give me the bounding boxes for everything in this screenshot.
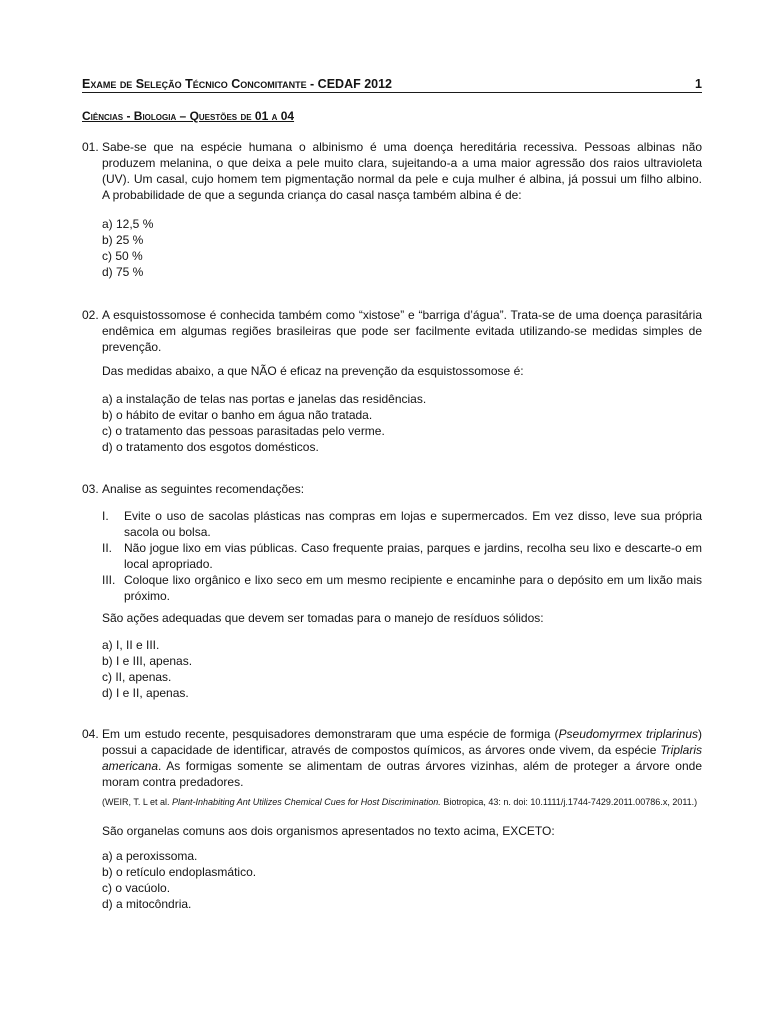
option-c: c) o vacúolo. (102, 881, 171, 895)
option-b: b) 25 % (102, 233, 144, 247)
question-text: A esquistossomose é conhecida também como “xistose” e “barriga d’água”. Trata-se de uma doença parasitária endêmica em algumas regiões brasileiras que pode ser facilmente evitada utilizando-se medidas simples de prevenção. (102, 308, 702, 354)
option-a: a) a instalação de telas nas portas e janelas das residências. (102, 392, 427, 406)
question-04 (82, 726, 702, 790)
item-numeral: III. (102, 573, 116, 587)
option-c: c) II, apenas. (102, 670, 172, 684)
option-a: a) 12,5 % (102, 217, 154, 231)
species-name-tree: Triplaris americana (102, 743, 702, 773)
text-fragment: Em um estudo recente, pesquisadores demonstraram que uma espécie de formiga ( (102, 727, 559, 741)
question-02-options (102, 391, 426, 455)
question-04-prompt: São organelas comuns aos dois organismos apresentados no texto acima, EXCETO: (102, 824, 555, 838)
question-text (102, 726, 702, 790)
question-number: 03. (82, 482, 99, 496)
question-01 (82, 139, 702, 203)
citation-source: Biotropica, 43: n. doi: 10.1111/j.1744-7429.2011.00786.x, 2011.) (440, 797, 698, 807)
item-text: Evite o uso de sacolas plásticas nas compras em lojas e supermercados. Em vez disso, leve sua própria sacola ou bolsa. (124, 509, 702, 539)
question-04-options (102, 848, 256, 912)
question-03-options (102, 637, 192, 701)
option-b: b) I e III, apenas. (102, 654, 193, 668)
text-fragment: ) possui a capacidade de identificar, através de compostos químicos, as árvores onde vivem, da espécie (102, 727, 702, 757)
species-name-ant: Pseudomyrmex triplarinus (558, 727, 698, 741)
item-numeral: II. (102, 541, 113, 555)
question-number: 04. (82, 727, 99, 741)
question-01-options (102, 216, 153, 280)
option-a: a) I, II e III. (102, 638, 160, 652)
question-number: 01. (82, 140, 99, 154)
list-item (102, 540, 702, 572)
option-d: d) o tratamento dos esgotos domésticos. (102, 440, 319, 454)
recommendations-list (102, 508, 702, 604)
question-number: 02. (82, 308, 99, 322)
option-b: b) o retículo endoplasmático. (102, 865, 257, 879)
item-text: Não jogue lixo em vias públicas. Caso frequente praias, parques e jardins, recolha seu lixo e descarte-o em local apropriado. (124, 541, 702, 571)
question-03 (82, 481, 702, 497)
page-number: 1 (695, 77, 702, 91)
option-d: d) a mitocôndria. (102, 897, 192, 911)
option-b: b) o hábito de evitar o banho em água não tratada. (102, 408, 373, 422)
question-02 (82, 307, 702, 355)
option-d: d) 75 % (102, 265, 144, 279)
option-a: a) a peroxissoma. (102, 849, 198, 863)
question-text: Analise as seguintes recomendações: (102, 482, 305, 496)
list-item (102, 508, 702, 540)
list-item (102, 572, 702, 604)
question-02-prompt: Das medidas abaixo, a que NÃO é eficaz na prevenção da esquistossomose é: (102, 364, 524, 378)
text-fragment: . As formigas somente se alimentam de outras árvores vizinhas, além de proteger a árvore onde moram contra predadores. (102, 759, 702, 789)
section-title: Ciências - Biologia – Questões de 01 a 04 (82, 109, 295, 123)
option-c: c) 50 % (102, 249, 143, 263)
page-header (82, 76, 702, 93)
option-d: d) I e II, apenas. (102, 686, 189, 700)
exam-title: Exame de Seleção Técnico Concomitante - CEDAF 2012 (82, 77, 393, 91)
item-numeral: I. (102, 509, 109, 523)
item-text: Coloque lixo orgânico e lixo seco em um mesmo recipiente e encaminhe para o depósito em um lixão mais próximo. (124, 573, 702, 603)
question-text: Sabe-se que na espécie humana o albinismo é uma doença hereditária recessiva. Pessoas albinas não produzem melanina, o que deixa a pele muito clara, sujeitando-a a uma maior agressão dos raios ultravioleta (UV). Um casal, cujo homem tem pigmentação normal da pele e cuja mulher é albina, já possui um filho albino. A probabilidade de que a segunda criança do casal nasça também albina é de: (102, 140, 702, 202)
citation (102, 796, 697, 808)
citation-authors: (WEIR, T. L et al. (102, 797, 173, 807)
option-c: c) o tratamento das pessoas parasitadas pelo verme. (102, 424, 385, 438)
citation-title: Plant-Inhabiting Ant Utilizes Chemical Cues for Host Discrimination. (172, 797, 441, 807)
question-03-prompt: São ações adequadas que devem ser tomadas para o manejo de resíduos sólidos: (102, 611, 544, 625)
